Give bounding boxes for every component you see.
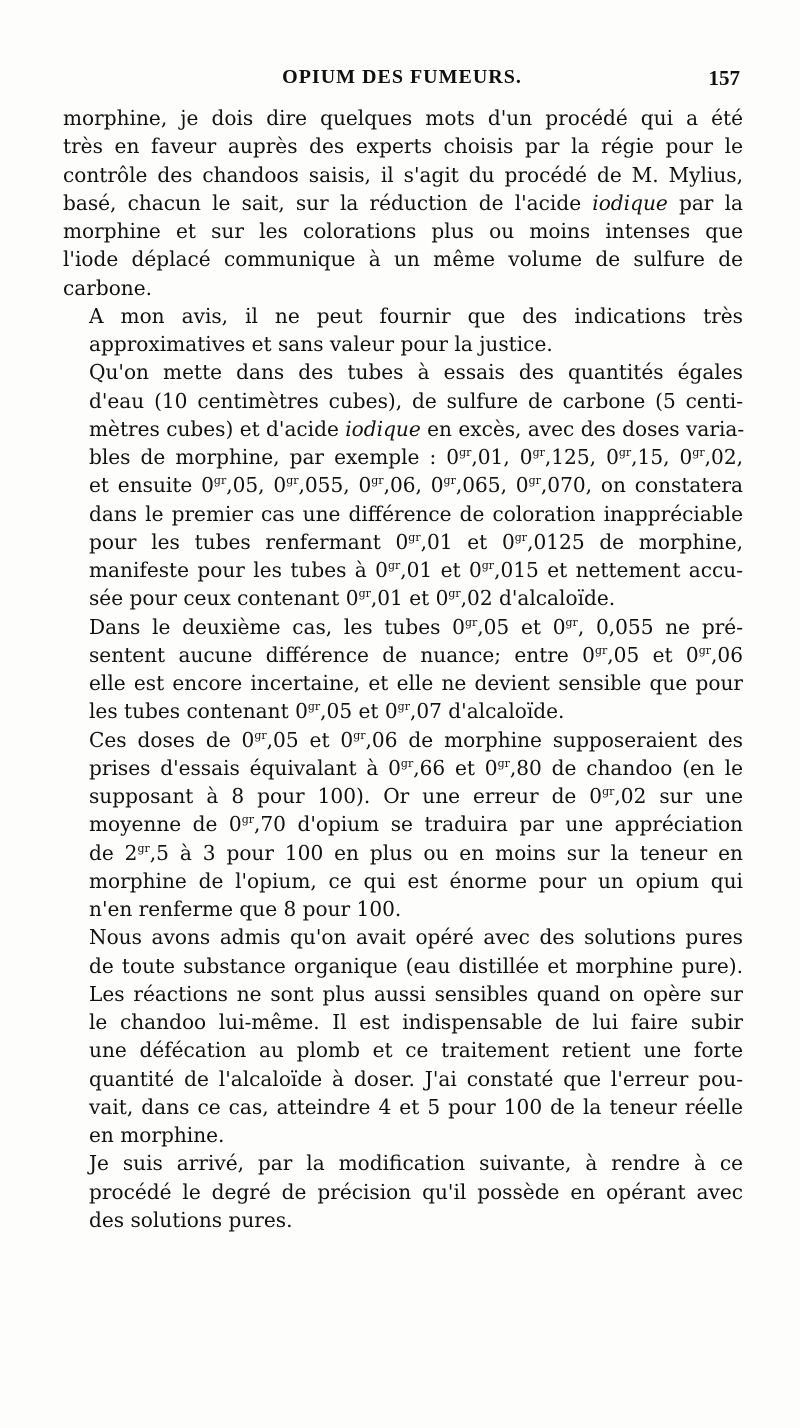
- text-line: dans le premier cas une différence de coloration inappréciable: [89, 501, 743, 526]
- text-line: n'en renferme que 8 pour 100.: [89, 897, 402, 921]
- text-line: les tubes contenant $0^{gr},05$ et $0^{gr},07$ d'alcaloïde.: [89, 699, 565, 724]
- text-line: sentent aucune différence de nuance; entre $0^{gr},05$ et $0^{gr},06$: [89, 642, 743, 667]
- text-line: très en faveur auprès des experts choisis par la régie pour le: [63, 134, 743, 159]
- text-line: manifeste pour les tubes à $0^{gr},01$ et $0^{gr},015$ et nettement accu-: [89, 558, 744, 582]
- text-line: Dans le deuxième cas, les tubes $0^{gr},05$ et $0^{gr}$, 0,055 ne pré-: [89, 614, 743, 639]
- text-line: moyenne de $0^{gr},70$ d'opium se traduira par une appréciation: [89, 812, 743, 837]
- paragraph: [63, 613, 743, 726]
- text-line: carbone.: [63, 275, 153, 300]
- text-line: de $2^{gr},5$ à 3 pour 100 en plus ou en moins sur la teneur en: [89, 840, 743, 865]
- text-line: pour les tubes renfermant $0^{gr},01$ et $0^{gr},0125$ de morphine,: [89, 529, 743, 554]
- text-line: Qu'on mette dans des tubes à essais des quantités égales: [89, 360, 743, 385]
- text-line: en morphine.: [89, 1123, 225, 1147]
- paragraph: [63, 726, 743, 924]
- text-line: et ensuite $0^{gr},05$, $0^{gr},055$, $0^{gr},06$, $0^{gr},065$, $0^{gr},070$, on constatera: [89, 473, 743, 498]
- text-line: morphine et sur les colorations plus ou moins intenses que: [63, 219, 743, 243]
- text-line: quantité de l'alcaloïde à doser. J'ai constaté que l'erreur pou-: [89, 1066, 743, 1091]
- text-line: Je suis arrivé, par la modification suivante, à rendre à ce: [89, 1151, 743, 1176]
- text-line: approximatives et sans valeur pour la justice.: [89, 332, 553, 356]
- paragraph: [63, 358, 743, 612]
- text-line: d'eau (10 centimètres cubes), de sulfure de carbone (5 centi-: [89, 388, 743, 413]
- paragraph: [63, 104, 743, 302]
- text-line: vait, dans ce cas, atteindre 4 et 5 pour 100 de la teneur réelle: [89, 1094, 743, 1119]
- text-line: prises d'essais équivalant à $0^{gr},66$ et $0^{gr},80$ de chandoo (en le: [89, 755, 743, 780]
- text-line: morphine, je dois dire quelques mots d'un procédé qui a été: [63, 106, 743, 130]
- paragraph: [63, 1149, 743, 1234]
- text-line: basé, chacun le sait, sur la réduction de l'acide iodique par la: [63, 190, 743, 215]
- text-line: contrôle des chandoos saisis, il s'agit du procédé de M. Mylius,: [63, 162, 743, 187]
- text-line: mètres cubes) et d'acide iodique en excès, avec des doses varia-: [89, 416, 745, 441]
- text-line: sée pour ceux contenant $0^{gr},01$ et $0^{gr},02$ d'alcaloïde.: [89, 586, 616, 611]
- text-line: le chandoo lui-même. Il est indispensable de lui faire subir: [89, 1010, 743, 1034]
- text-line: de toute substance organique (eau distillée et morphine pure).: [89, 953, 743, 978]
- text-line: des solutions pures.: [89, 1207, 293, 1232]
- running-title: OPIUM DES FUMEURS.: [282, 66, 522, 88]
- body-text: [63, 104, 743, 1234]
- text-line: Les réactions ne sont plus aussi sensibles quand on opère sur: [89, 981, 743, 1006]
- text-line: morphine de l'opium, ce qui est énorme pour un opium qui: [89, 868, 743, 893]
- text-line: l'iode déplacé communique à un même volume de sulfure de: [63, 247, 743, 272]
- page-number: 157: [708, 66, 740, 90]
- text-line: procédé le degré de précision qu'il possède en opérant avec: [89, 1179, 743, 1204]
- text-line: supposant à 8 pour 100). Or une erreur de $0^{gr},02$ sur une: [89, 784, 743, 808]
- page-header: [64, 66, 740, 96]
- text-line: Nous avons admis qu'on avait opéré avec des solutions pures: [89, 925, 743, 950]
- paragraph: [63, 302, 743, 359]
- text-line: bles de morphine, par exemple : $0^{gr},01$, $0^{gr},125$, $0^{gr},15$, $0^{gr},02$,: [89, 445, 744, 469]
- text-line: une défécation au plomb et ce traitement retient une forte: [89, 1038, 743, 1063]
- text-line: Ces doses de $0^{gr},05$ et $0^{gr},06$ de morphine supposeraient des: [89, 727, 743, 752]
- text-line: A mon avis, il ne peut fournir que des indications très: [89, 303, 743, 328]
- paragraph: [63, 923, 743, 1149]
- text-line: elle est encore incertaine, et elle ne devient sensible que pour: [89, 671, 743, 695]
